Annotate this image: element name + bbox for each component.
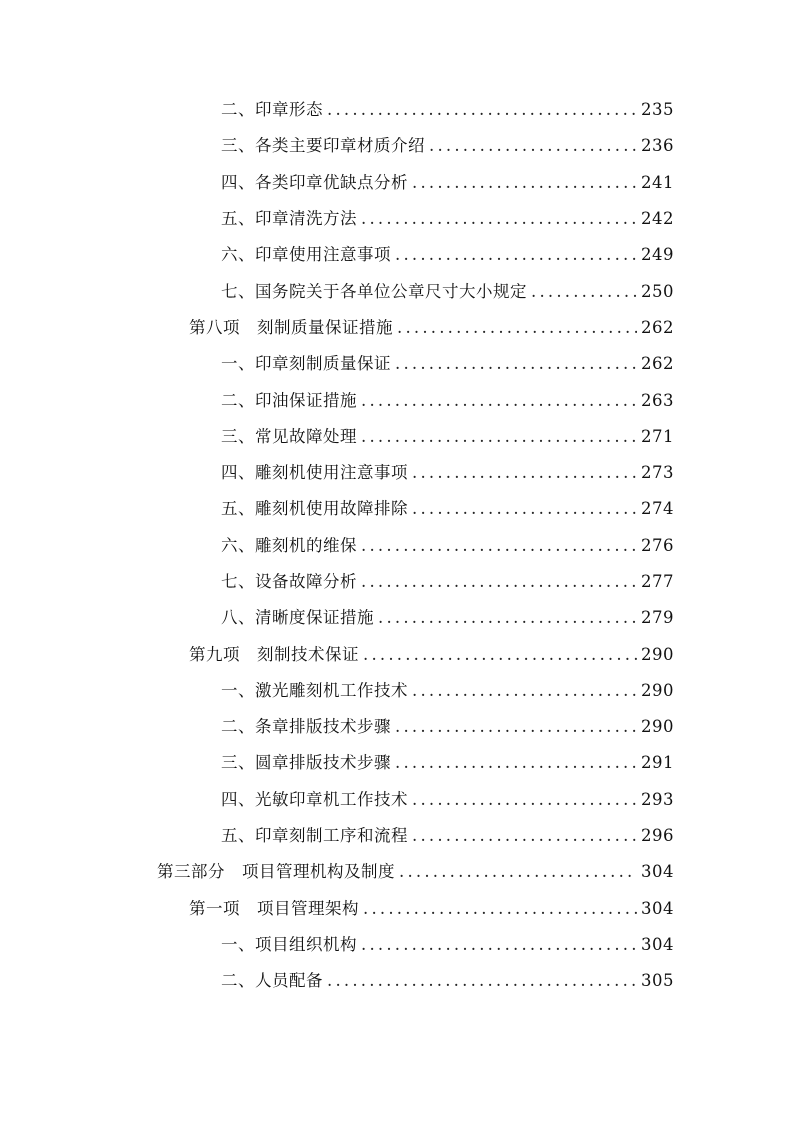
toc-entry-title: 第一项 项目管理架构 bbox=[189, 898, 359, 918]
toc-entry-title: 七、国务院关于各单位公章尺寸大小规定 bbox=[221, 281, 527, 301]
toc-dot-leader bbox=[395, 717, 637, 736]
toc-entry[interactable] bbox=[0, 889, 793, 925]
toc-dot-leader bbox=[429, 136, 637, 155]
toc-entry-line bbox=[221, 241, 674, 265]
toc-entry-line bbox=[221, 278, 674, 302]
toc-dot-leader bbox=[395, 753, 637, 772]
toc-entry-page-number: 273 bbox=[641, 463, 674, 483]
toc-dot-leader bbox=[378, 608, 637, 627]
toc-entry-line bbox=[189, 314, 674, 338]
toc-entry-line bbox=[221, 568, 674, 592]
toc-entry-page-number: 290 bbox=[641, 680, 674, 700]
toc-entry-line bbox=[221, 387, 674, 411]
toc-entry-title: 四、光敏印章机工作技术 bbox=[221, 789, 408, 809]
toc-entry-line bbox=[221, 169, 674, 193]
toc-dot-leader bbox=[363, 645, 637, 664]
toc-entry-line bbox=[221, 205, 674, 229]
toc-entry-line bbox=[221, 713, 674, 737]
toc-dot-leader bbox=[363, 899, 637, 918]
toc-entry-line bbox=[189, 895, 674, 919]
toc-entry-page-number: 235 bbox=[641, 100, 674, 120]
toc-entry-page-number: 262 bbox=[641, 317, 674, 337]
toc-dot-leader bbox=[327, 100, 637, 119]
toc-dot-leader bbox=[412, 826, 637, 845]
toc-entry[interactable] bbox=[0, 126, 793, 162]
toc-entry-line bbox=[189, 641, 674, 665]
toc-entry-page-number: 296 bbox=[641, 826, 674, 846]
toc-entry-page-number: 279 bbox=[641, 608, 674, 628]
toc-entry[interactable] bbox=[0, 526, 793, 562]
toc-entry[interactable] bbox=[0, 671, 793, 707]
toc-entry-page-number: 304 bbox=[641, 862, 674, 882]
toc-entry-line bbox=[221, 132, 674, 156]
toc-entry-line bbox=[157, 858, 674, 882]
toc-dot-leader bbox=[399, 862, 637, 881]
toc-entry[interactable] bbox=[0, 453, 793, 489]
toc-entry-title: 五、雕刻机使用故障排除 bbox=[221, 499, 408, 519]
toc-entry-page-number: 277 bbox=[641, 572, 674, 591]
toc-entry[interactable] bbox=[0, 308, 793, 344]
toc-entry-page-number: 236 bbox=[641, 136, 674, 156]
toc-entry-page-number: 305 bbox=[641, 971, 674, 991]
toc-entry-title: 四、雕刻机使用注意事项 bbox=[221, 463, 408, 483]
toc-entry-page-number: 291 bbox=[641, 753, 674, 773]
toc-entry-title: 三、各类主要印章材质介绍 bbox=[221, 136, 425, 156]
toc-entry[interactable] bbox=[0, 634, 793, 670]
toc-entry[interactable] bbox=[0, 961, 793, 997]
toc-entry-line bbox=[221, 423, 674, 447]
toc-entry-title: 一、印章刻制质量保证 bbox=[221, 354, 391, 374]
toc-entry-page-number: 274 bbox=[641, 499, 674, 519]
toc-dot-leader bbox=[361, 935, 637, 954]
toc-entry-title: 二、印油保证措施 bbox=[221, 390, 357, 410]
toc-entry-line bbox=[221, 931, 674, 955]
toc-entry-page-number: 304 bbox=[641, 898, 674, 918]
toc-entry-page-number: 241 bbox=[641, 172, 674, 192]
toc-entry[interactable] bbox=[0, 489, 793, 525]
toc-entry-title: 八、清晰度保证措施 bbox=[221, 608, 374, 628]
toc-entry-title: 五、印章刻制工序和流程 bbox=[221, 826, 408, 846]
toc-entry-line bbox=[221, 495, 674, 519]
toc-entry[interactable] bbox=[0, 163, 793, 199]
toc-entry-line bbox=[221, 604, 674, 628]
toc-entry[interactable] bbox=[0, 199, 793, 235]
toc-entry-title: 三、圆章排版技术步骤 bbox=[221, 753, 391, 773]
toc-entry[interactable] bbox=[0, 598, 793, 634]
toc-entry[interactable] bbox=[0, 235, 793, 271]
toc-dot-leader bbox=[412, 681, 637, 700]
toc-entry[interactable] bbox=[0, 743, 793, 779]
toc-entry-title: 四、各类印章优缺点分析 bbox=[221, 172, 408, 192]
toc-dot-leader bbox=[361, 536, 637, 555]
toc-entry-page-number: 290 bbox=[641, 644, 674, 664]
toc-entry-title: 二、条章排版技术步骤 bbox=[221, 717, 391, 737]
toc-entry[interactable] bbox=[0, 816, 793, 852]
toc-entry[interactable] bbox=[0, 780, 793, 816]
toc-dot-leader bbox=[412, 173, 637, 192]
toc-entry-title: 五、印章清洗方法 bbox=[221, 209, 357, 229]
toc-entry[interactable] bbox=[0, 417, 793, 453]
toc-entry-title: 第九项 刻制技术保证 bbox=[189, 644, 359, 664]
toc-entry-line bbox=[221, 96, 674, 120]
toc-dot-leader bbox=[395, 245, 637, 264]
toc-entry-title: 一、项目组织机构 bbox=[221, 934, 357, 954]
toc-dot-leader bbox=[412, 790, 637, 809]
toc-entry-page-number: 276 bbox=[641, 535, 674, 555]
toc-entry[interactable] bbox=[0, 90, 793, 126]
toc-entry-line bbox=[221, 459, 674, 483]
toc-entry-page-number: 262 bbox=[641, 354, 674, 374]
toc-dot-leader bbox=[412, 463, 637, 482]
table-of-contents bbox=[0, 90, 793, 997]
toc-entry-title: 二、印章形态 bbox=[221, 100, 323, 120]
toc-entry[interactable] bbox=[0, 707, 793, 743]
toc-entry-title: 二、人员配备 bbox=[221, 971, 323, 991]
toc-entry-line bbox=[221, 786, 674, 810]
toc-entry[interactable] bbox=[0, 344, 793, 380]
toc-entry-page-number: 250 bbox=[641, 281, 674, 301]
toc-dot-leader bbox=[397, 318, 637, 337]
toc-entry-title: 第三部分 项目管理机构及制度 bbox=[157, 862, 395, 882]
toc-dot-leader bbox=[361, 572, 637, 591]
toc-entry-page-number: 249 bbox=[641, 245, 674, 265]
toc-entry-title: 七、设备故障分析 bbox=[221, 572, 357, 591]
toc-dot-leader bbox=[327, 971, 637, 990]
toc-dot-leader bbox=[361, 209, 637, 228]
toc-entry-title: 六、雕刻机的维保 bbox=[221, 535, 357, 555]
toc-dot-leader bbox=[412, 499, 637, 518]
toc-entry[interactable] bbox=[0, 271, 793, 307]
toc-entry[interactable] bbox=[0, 852, 793, 888]
toc-entry-title: 六、印章使用注意事项 bbox=[221, 245, 391, 265]
toc-entry-line bbox=[221, 967, 674, 991]
toc-entry-line bbox=[221, 749, 674, 773]
toc-entry-page-number: 271 bbox=[641, 426, 674, 446]
toc-entry[interactable] bbox=[0, 380, 793, 416]
toc-entry[interactable] bbox=[0, 562, 793, 598]
toc-entry-title: 三、常见故障处理 bbox=[221, 426, 357, 446]
toc-entry-page-number: 242 bbox=[641, 209, 674, 229]
toc-dot-leader bbox=[395, 354, 637, 373]
toc-entry-page-number: 293 bbox=[641, 789, 674, 809]
toc-entry-title: 第八项 刻制质量保证措施 bbox=[189, 317, 393, 337]
toc-entry-line bbox=[221, 677, 674, 701]
toc-entry-line bbox=[221, 822, 674, 846]
toc-entry-page-number: 290 bbox=[641, 717, 674, 737]
toc-entry-page-number: 304 bbox=[641, 934, 674, 954]
toc-entry-line bbox=[221, 532, 674, 556]
toc-entry-line bbox=[221, 350, 674, 374]
toc-dot-leader bbox=[361, 427, 637, 446]
toc-dot-leader bbox=[361, 391, 637, 410]
toc-entry-title: 一、激光雕刻机工作技术 bbox=[221, 680, 408, 700]
toc-dot-leader bbox=[531, 282, 637, 301]
toc-entry[interactable] bbox=[0, 925, 793, 961]
toc-entry-page-number: 263 bbox=[641, 390, 674, 410]
